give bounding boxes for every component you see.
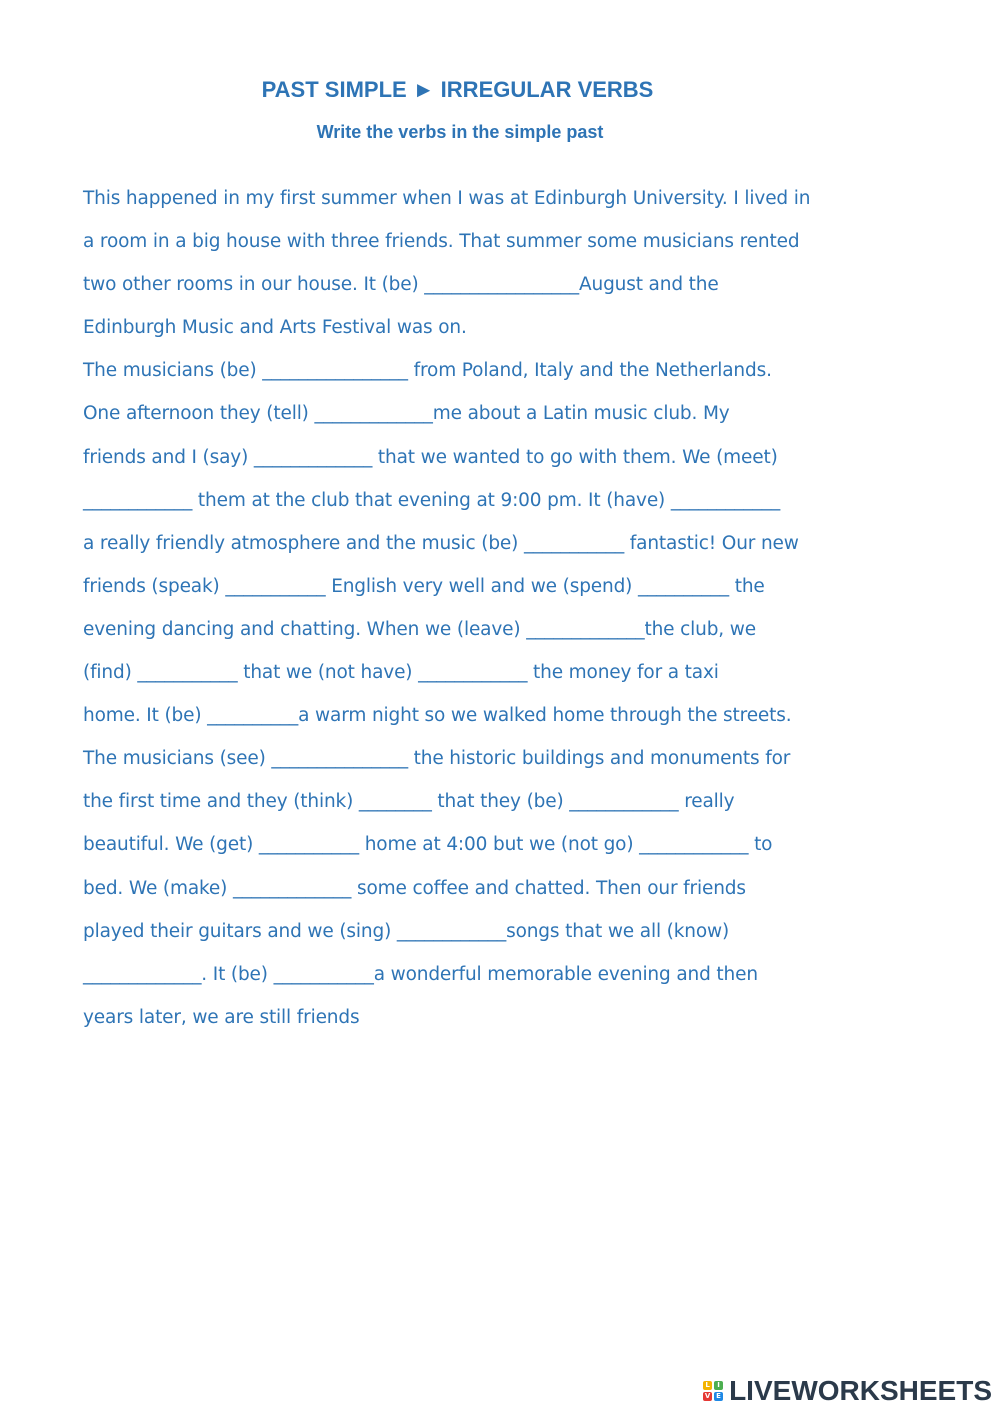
passage-line: home. It (be) __________a warm night so we walked home through the streets. [83, 705, 792, 727]
passage-line: (find) ___________ that we (not have) ____________ the money for a taxi [83, 662, 719, 684]
passage-line: ____________ them at the club that evening at 9:00 pm. It (have) ____________ [83, 489, 781, 511]
passage-line: friends (speak) ___________ English very well and we (spend) __________ the [83, 575, 765, 597]
passage-text [83, 182, 883, 1044]
passage-line: One afternoon they (tell) _____________me about a Latin music club. My [83, 403, 730, 425]
passage-line: beautiful. We (get) ___________ home at 4:00 but we (not go) ____________ to [83, 834, 773, 856]
passage-line: The musicians (see) _______________ the historic buildings and monuments for [83, 748, 791, 770]
passage-line: friends and I (say) _____________ that we wanted to go with them. We (meet) [83, 446, 778, 468]
passage-line: the first time and they (think) ________ that they (be) ____________ really [83, 791, 735, 813]
passage-line: two other rooms in our house. It (be) _________________August and the [83, 274, 719, 296]
passage-line: years later, we are still friends [83, 1006, 360, 1028]
passage-line: played their guitars and we (sing) ____________songs that we all (know) [83, 920, 730, 942]
passage-line: The musicians (be) ________________ from Poland, Italy and the Netherlands. [83, 360, 772, 382]
passage-line: _____________. It (be) ___________a wonderful memorable evening and then [83, 963, 758, 985]
logo-letter: V [704, 1392, 711, 1400]
passage-line: bed. We (make) _____________ some coffee and chatted. Then our friends [83, 877, 746, 899]
passage-line: This happened in my first summer when I was at Edinburgh University. I lived in [83, 188, 811, 209]
worksheet-instructions: Write the verbs in the simple past [316, 122, 604, 142]
liveworksheets-logo[interactable] [703, 1375, 992, 1407]
logo-letter: E [714, 1392, 723, 1401]
logo-letter: I [714, 1381, 723, 1390]
passage-line: a really friendly atmosphere and the music (be) ___________ fantastic! Our new [83, 532, 799, 554]
logo-squares-icon [703, 1381, 723, 1401]
logo-letter: L [703, 1381, 712, 1390]
passage-line: a room in a big house with three friends. That summer some musicians rented [83, 231, 800, 253]
worksheet-title: PAST SIMPLE ► IRREGULAR VERBS [261, 77, 654, 102]
passage-line: Edinburgh Music and Arts Festival was on. [83, 317, 467, 339]
logo-text: LIVEWORKSHEETS [729, 1375, 992, 1406]
passage-line: evening dancing and chatting. When we (leave) _____________the club, we [83, 618, 756, 640]
